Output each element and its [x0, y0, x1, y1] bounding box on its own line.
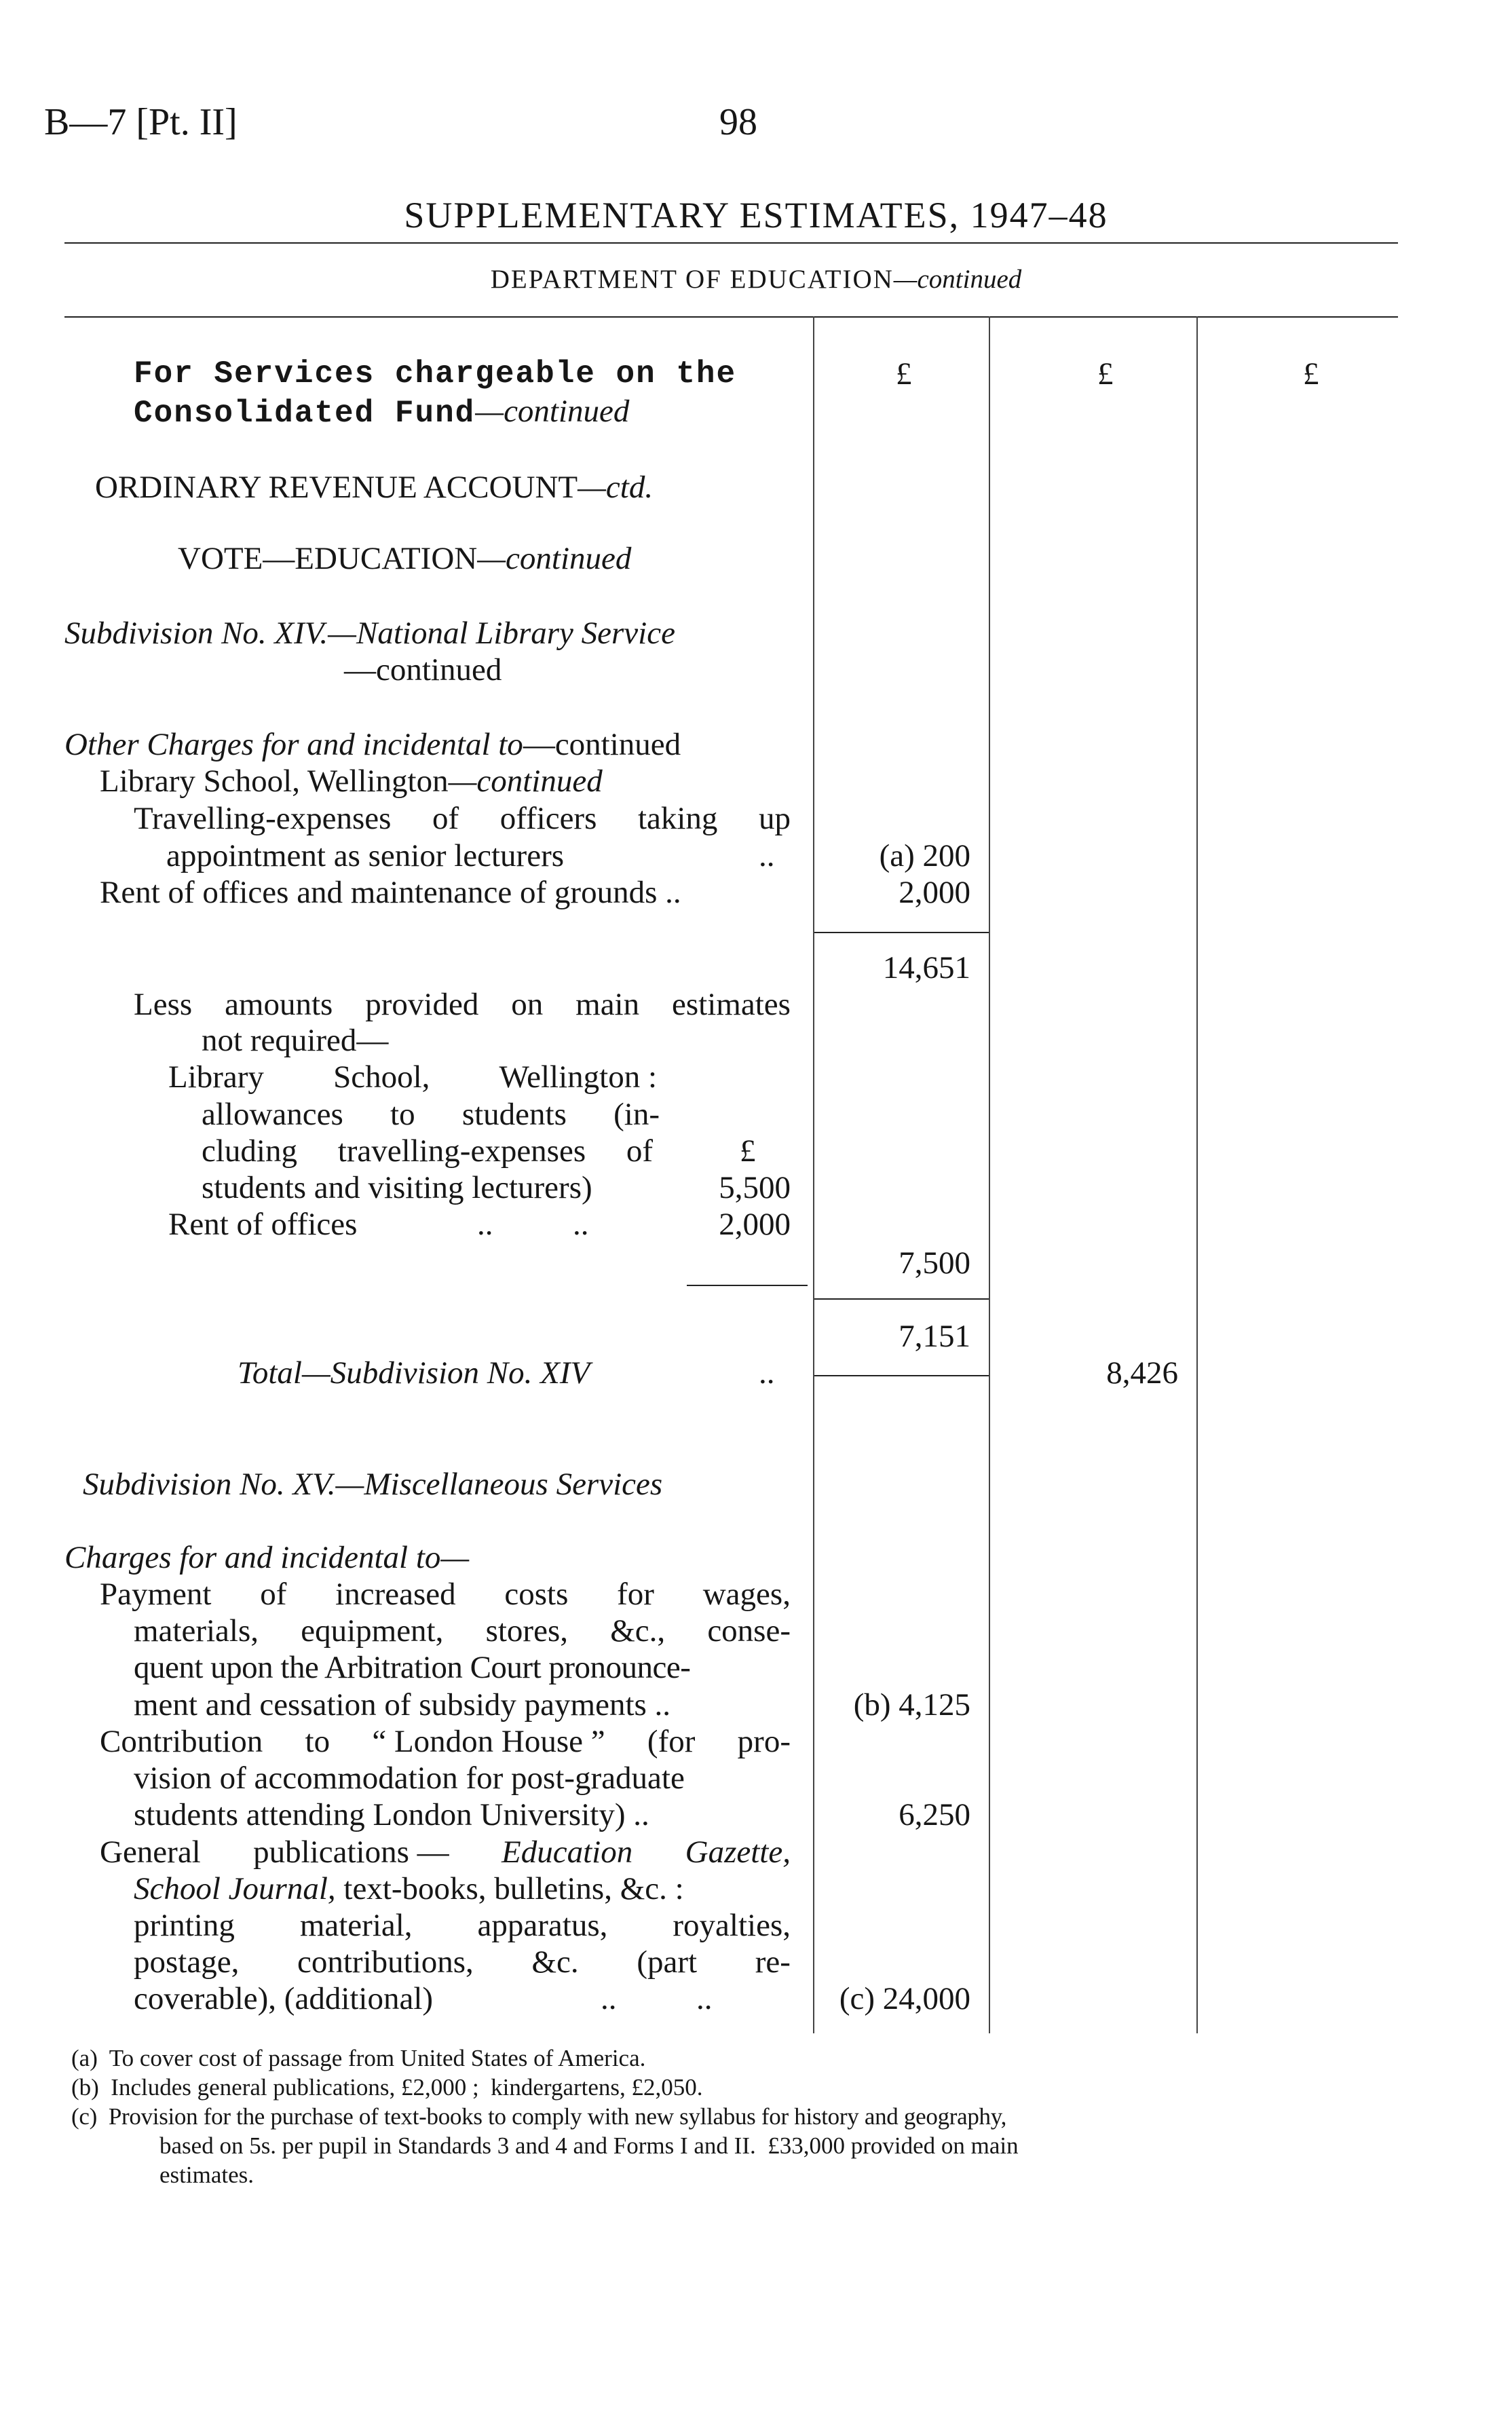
word: conse-	[707, 1613, 791, 1649]
consolidated-fund: Consolidated Fund	[134, 396, 476, 431]
library-school-heading	[100, 766, 603, 797]
less-students-label: students and visiting lecturers)	[202, 1170, 592, 1205]
word: publications —	[253, 1834, 449, 1870]
less-rent-dots: .. ..	[477, 1207, 589, 1242]
document-reference: B—7 [Pt. II]	[44, 101, 238, 143]
word: Education	[502, 1834, 633, 1870]
library-school-label: Library School, Wellington	[100, 764, 449, 799]
department-name: DEPARTMENT OF EDUCATION	[490, 265, 894, 294]
word: of	[260, 1577, 287, 1612]
word: “ London House ”	[372, 1724, 605, 1759]
consolidated-fund-continued: —continued	[475, 394, 630, 429]
general-publications-items: text-books, bulletins, &c. :	[335, 1871, 684, 1906]
less-amounts-line2: not required—	[202, 1023, 389, 1058]
word: printing	[134, 1908, 235, 1943]
word: postage,	[134, 1944, 240, 1980]
word: of	[432, 801, 459, 836]
less-cluding	[202, 1135, 653, 1167]
subdivision-xv-title: Subdivision No. XV.—Miscellaneous Services	[83, 1467, 663, 1502]
travel-expenses-line2: appointment as senior lecturers	[166, 838, 565, 873]
footnote-a: (a) To cover cost of passage from United States of America.	[71, 2045, 646, 2071]
footnote-c-line1: (c) Provision for the purchase of text-books to comply with new syllabus for history and geography,	[71, 2103, 1007, 2130]
word: taking	[637, 801, 718, 836]
travel-expenses-line1	[134, 803, 791, 835]
page-title: SUPPLEMENTARY ESTIMATES, 1947–48	[404, 195, 1108, 236]
footnote-c-line2: based on 5s. per pupil in Standards 3 and 4 and Forms I and II. £33,000 provided on main	[159, 2132, 1019, 2159]
word: re-	[755, 1944, 791, 1980]
word: to	[390, 1097, 415, 1132]
word: cluding	[202, 1133, 297, 1169]
account-continued: —ctd.	[578, 470, 654, 505]
other-charges-heading	[64, 729, 681, 761]
word: (part	[637, 1944, 698, 1980]
word: &c.,	[610, 1613, 666, 1649]
other-charges-continued: —continued	[523, 727, 681, 762]
payment-line1	[100, 1579, 791, 1611]
less-amounts-line1	[134, 989, 791, 1021]
word: Contribution	[100, 1724, 263, 1759]
less-total-rule	[687, 1285, 808, 1286]
page-number: 98	[719, 101, 757, 143]
department-continued: —continued	[893, 265, 1022, 294]
word: royalties,	[673, 1908, 791, 1943]
word: students	[461, 1097, 567, 1132]
table-top-rule	[64, 316, 1398, 318]
travel-expenses-dots: ..	[759, 838, 775, 873]
net-under-rule	[814, 1375, 989, 1376]
payment-amount: (b) 4,125	[853, 1687, 970, 1722]
word: allowances	[202, 1097, 343, 1132]
general-publications-amount: (c) 24,000	[839, 1981, 970, 2016]
rent-maintenance-amount: 2,000	[899, 875, 970, 910]
word: Gazette,	[685, 1834, 791, 1870]
word: Library	[168, 1059, 264, 1095]
word: pro-	[737, 1724, 791, 1759]
column-1-currency: £	[896, 356, 912, 392]
word: provided	[365, 987, 479, 1022]
footnote-b: (b) Includes general publications, £2,000 ; kindergartens, £2,050.	[71, 2074, 703, 2101]
word: (in-	[613, 1097, 660, 1132]
word: for	[617, 1577, 654, 1612]
less-rent-amount: 2,000	[719, 1207, 791, 1242]
word: on	[511, 987, 544, 1022]
contribution-amount: 6,250	[899, 1797, 970, 1832]
account-name: ORDINARY REVENUE ACCOUNT	[95, 470, 578, 505]
travel-expenses-amount: (a) 200	[879, 838, 970, 873]
general-publications-line3	[134, 1910, 791, 1942]
subtotal-rule	[814, 932, 989, 933]
vote-continued: —continued	[477, 541, 632, 576]
word: of	[626, 1133, 653, 1169]
less-library-school	[168, 1061, 657, 1093]
school-journal-title: School Journal,	[134, 1871, 336, 1906]
word: estimates	[672, 987, 791, 1022]
word: &c.	[531, 1944, 579, 1980]
general-publications-line4	[134, 1946, 791, 1978]
word: General	[100, 1834, 201, 1870]
total-subdivision-xiv-dots: ..	[759, 1355, 775, 1391]
word: Less	[134, 987, 193, 1022]
word: contributions,	[297, 1944, 474, 1980]
contribution-line3: students attending London University) ..	[134, 1797, 649, 1832]
general-publications-line1	[100, 1834, 791, 1870]
word: (for	[647, 1724, 696, 1759]
column-rule-3	[1196, 316, 1198, 2033]
total-subdivision-xiv-label: Total—Subdivision No. XIV	[238, 1355, 590, 1391]
less-rent-label: Rent of offices	[168, 1207, 358, 1242]
word: School,	[333, 1059, 430, 1095]
payment-line4: ment and cessation of subsidy payments ..	[134, 1687, 671, 1722]
department-heading	[0, 266, 1512, 293]
word: to	[305, 1724, 330, 1759]
net-rule	[814, 1298, 989, 1300]
payment-line2	[134, 1615, 791, 1647]
vote-heading	[178, 543, 631, 575]
word: stores,	[485, 1613, 568, 1649]
subdivision-xiv-title: Subdivision No. XIV.—National Library Service	[64, 616, 675, 651]
subtotal-amount: 14,651	[882, 950, 970, 985]
word: equipment,	[301, 1613, 444, 1649]
less-pound-sign: £	[740, 1133, 756, 1169]
word: travelling-expenses	[337, 1133, 586, 1169]
services-heading-line2	[134, 396, 629, 429]
word: Travelling-expenses	[134, 801, 392, 836]
word: Payment	[100, 1577, 212, 1612]
less-students-amount: 5,500	[719, 1170, 791, 1205]
word: amounts	[225, 987, 333, 1022]
total-subdivision-xiv-amount: 8,426	[1106, 1355, 1178, 1391]
rent-maintenance-label: Rent of offices and maintenance of grounds ..	[100, 875, 681, 910]
word: wages,	[702, 1577, 791, 1612]
account-heading	[95, 472, 653, 504]
word: main	[575, 987, 640, 1022]
contribution-line2: vision of accommodation for post-graduate	[134, 1761, 685, 1796]
word: increased	[335, 1577, 456, 1612]
general-publications-line2	[134, 1873, 684, 1905]
word: apparatus,	[477, 1908, 608, 1943]
word: costs	[504, 1577, 569, 1612]
footnote-c-line3: estimates.	[159, 2162, 254, 2188]
payment-line3: quent upon the Arbitration Court pronounce-	[134, 1650, 691, 1685]
other-charges-label: Other Charges for and incidental to	[64, 727, 523, 762]
less-total-amount: 7,500	[899, 1245, 970, 1281]
library-school-continued: —continued	[448, 764, 603, 799]
word: officers	[499, 801, 597, 836]
services-heading-line1: For Services chargeable on the	[134, 356, 737, 392]
less-allowances	[202, 1099, 660, 1131]
word: materials,	[134, 1613, 259, 1649]
word: Wellington :	[499, 1059, 657, 1095]
subdivision-xiv-continued: —continued	[344, 652, 502, 688]
general-publications-dots: .. ..	[601, 1981, 713, 2016]
vote-name: VOTE—EDUCATION	[178, 541, 478, 576]
column-rule-2	[989, 316, 990, 2033]
word: material,	[299, 1908, 413, 1943]
word: up	[759, 801, 791, 836]
contribution-line1	[100, 1726, 791, 1758]
net-amount: 7,151	[899, 1319, 970, 1354]
general-publications-line5: coverable), (additional)	[134, 1981, 434, 2016]
column-3-currency: £	[1303, 356, 1319, 392]
header-rule	[64, 242, 1398, 244]
column-rule-1	[813, 316, 814, 2033]
column-2-currency: £	[1097, 356, 1114, 392]
charges-heading: Charges for and incidental to—	[64, 1540, 470, 1575]
